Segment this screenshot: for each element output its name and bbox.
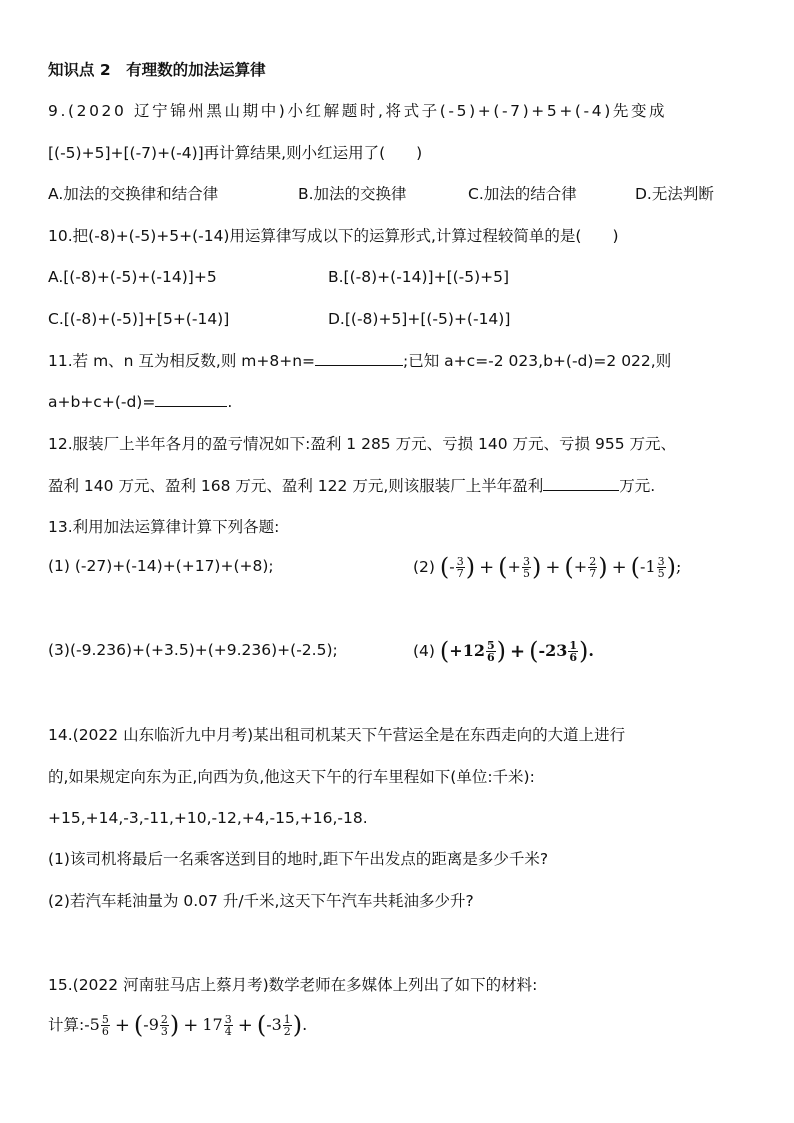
q11-text-d: . <box>227 393 233 411</box>
q15-t4-num: 1 <box>283 1013 291 1026</box>
q15-t1-frac <box>101 1014 110 1037</box>
q10-option-b[interactable]: B.[(-8)+(-14)]+[(-5)+5] <box>328 268 510 286</box>
q13-part1: (1) (-27)+(-14)+(+17)+(+8); <box>48 557 274 575</box>
q15-t2-den: 3 <box>160 1025 168 1038</box>
q15-t3-den: 4 <box>224 1025 232 1038</box>
q10-option-d[interactable]: D.[(-8)+5]+[(-5)+(-14)] <box>328 310 511 328</box>
q11-answer-blank-2[interactable] <box>155 392 227 407</box>
q13-stem: 13.利用加法运算律计算下列各题: <box>48 518 280 536</box>
q13-p4-expression: (+12 $\frac{5}{6}$ ) + (-23 $\frac{1}{6}$ ). <box>439 637 594 665</box>
q11-text-a: 11.若 m、n 互为相反数,则 m+8+n= <box>48 352 316 370</box>
q11-line2 <box>48 392 232 412</box>
q13-p4-t1-sign: +12 <box>449 641 485 660</box>
q15-t3-num: 3 <box>224 1013 232 1026</box>
q13-p4-t2-sign: -23 <box>538 641 568 660</box>
q15-calc <box>48 1011 308 1039</box>
q12-answer-blank[interactable] <box>543 476 619 491</box>
q13-p4-t2-num: 1 <box>569 639 578 652</box>
section-title: 知识点 2 有理数的加法运算律 <box>48 61 266 79</box>
q13-p2-t2-sign: + <box>507 557 521 576</box>
q13-part4 <box>413 637 594 665</box>
q13-p4-t2-den: 6 <box>569 651 578 664</box>
q12-text-b: 万元. <box>619 477 656 495</box>
q13-p2-t1-frac <box>456 556 465 579</box>
q10-option-a[interactable]: A.[(-8)+(-5)+(-14)]+5 <box>48 268 217 286</box>
q14-line1: 14.(2022 山东临沂九中月考)某出租司机某天下午营运全是在东西走向的大道上进行 <box>48 726 626 744</box>
q14-line2: 的,如果规定向东为正,向西为负,他这天下午的行车里程如下(单位:千米): <box>48 768 535 786</box>
q12-line1: 12.服装厂上半年各月的盈亏情况如下:盈利 1 285 万元、亏损 140 万元、亏损 955 万元、 <box>48 435 676 453</box>
q9-option-c[interactable]: C.加法的结合律 <box>468 185 577 203</box>
q13-p2-end: ; <box>676 557 682 576</box>
q13-p2-t1-sign: - <box>449 557 455 576</box>
q14-line3: +15,+14,-3,-11,+10,-12,+4,-15,+16,-18. <box>48 809 368 827</box>
q12-line2 <box>48 476 655 496</box>
q11-answer-blank-1[interactable] <box>315 351 403 366</box>
q15-t2-sign: -9 <box>143 1015 159 1034</box>
q15-calc-label: 计算: <box>48 1016 85 1034</box>
q13-p4-t1-frac <box>486 640 496 663</box>
q13-p2-t4-num: 3 <box>657 555 665 568</box>
q15-line1: 15.(2022 河南驻马店上蔡月考)数学老师在多媒体上列出了如下的材料: <box>48 976 538 994</box>
q15-t3-frac <box>224 1014 233 1037</box>
q11-text-b: ;已知 a+c=-2 023,b+(-d)=2 022,则 <box>403 352 672 370</box>
q9-line2: [(-5)+5]+[(-7)+(-4)]再计算结果,则小红运用了( ) <box>48 144 423 162</box>
q13-p2-t3-frac <box>588 556 597 579</box>
q9-line1: 9.(2020 辽宁锦州黑山期中)小红解题时,将式子(-5)+(-7)+5+(-4)先变成 <box>48 102 668 120</box>
q11-text-c: a+b+c+(-d)= <box>48 393 156 411</box>
q13-part2 <box>413 553 682 581</box>
q13-p2-t4-sign: -1 <box>640 557 656 576</box>
q9-option-d[interactable]: D.无法判断 <box>635 185 714 203</box>
q15-t1-den: 6 <box>101 1025 109 1038</box>
q13-p4-label: (4) <box>413 642 435 660</box>
q15-end: . <box>302 1015 308 1034</box>
q15-t3-sign: 17 <box>202 1015 223 1034</box>
q15-t2-frac <box>160 1014 169 1037</box>
q13-p2-t3-den: 7 <box>589 567 597 580</box>
q13-p2-t1-den: 7 <box>456 567 464 580</box>
q13-p2-t1-num: 3 <box>456 555 464 568</box>
q11-line1 <box>48 351 671 371</box>
q15-t4-den: 2 <box>283 1025 291 1038</box>
q13-p2-t2-num: 3 <box>522 555 530 568</box>
q15-expression: -5 $\frac{5}{6}$ + (-9 $\frac{2}{3}$ ) + 17 $\frac{3}{4}$ + (-3 $\frac{1}{2}$ ). <box>84 1011 308 1039</box>
q13-p2-t3-num: 2 <box>589 555 597 568</box>
q13-part3: (3)(-9.236)+(+3.5)+(+9.236)+(-2.5); <box>48 641 338 659</box>
q13-p2-t2-den: 5 <box>522 567 530 580</box>
q13-p2-expression: (- $\frac{3}{7}$ ) + (+ $\frac{3}{5}$ ) + (+ $\frac{2}{7}$ ) + (-1 $\frac{3}{5}$ ); <box>439 553 682 581</box>
q9-option-b[interactable]: B.加法的交换律 <box>298 185 407 203</box>
q13-p4-t2-frac <box>568 640 578 663</box>
q13-p2-label: (2) <box>413 558 435 576</box>
q13-p2-t4-frac <box>657 556 666 579</box>
q9-option-a[interactable]: A.加法的交换律和结合律 <box>48 185 219 203</box>
q13-p4-t1-den: 6 <box>486 651 495 664</box>
q15-t1-sign: -5 <box>84 1015 100 1034</box>
q13-p2-t4-den: 5 <box>657 567 665 580</box>
q14-sub1: (1)该司机将最后一名乘客送到目的地时,距下午出发点的距离是多少千米? <box>48 850 549 868</box>
q13-p4-end: . <box>588 641 594 660</box>
q13-p4-t1-num: 5 <box>486 639 495 652</box>
q13-p2-t2-frac <box>522 556 531 579</box>
q15-t1-num: 5 <box>101 1013 109 1026</box>
q15-t4-frac <box>283 1014 292 1037</box>
q15-t2-num: 2 <box>160 1013 168 1026</box>
q14-sub2: (2)若汽车耗油量为 0.07 升/千米,这天下午汽车共耗油多少升? <box>48 892 474 910</box>
q12-text-a: 盈利 140 万元、盈利 168 万元、盈利 122 万元,则该服装厂上半年盈利 <box>48 477 544 495</box>
q10-option-c[interactable]: C.[(-8)+(-5)]+[5+(-14)] <box>48 310 230 328</box>
q10-stem: 10.把(-8)+(-5)+5+(-14)用运算律写成以下的运算形式,计算过程较简单的是( ) <box>48 227 619 245</box>
q15-t4-sign: -3 <box>266 1015 282 1034</box>
q13-p2-t3-sign: + <box>573 557 588 576</box>
